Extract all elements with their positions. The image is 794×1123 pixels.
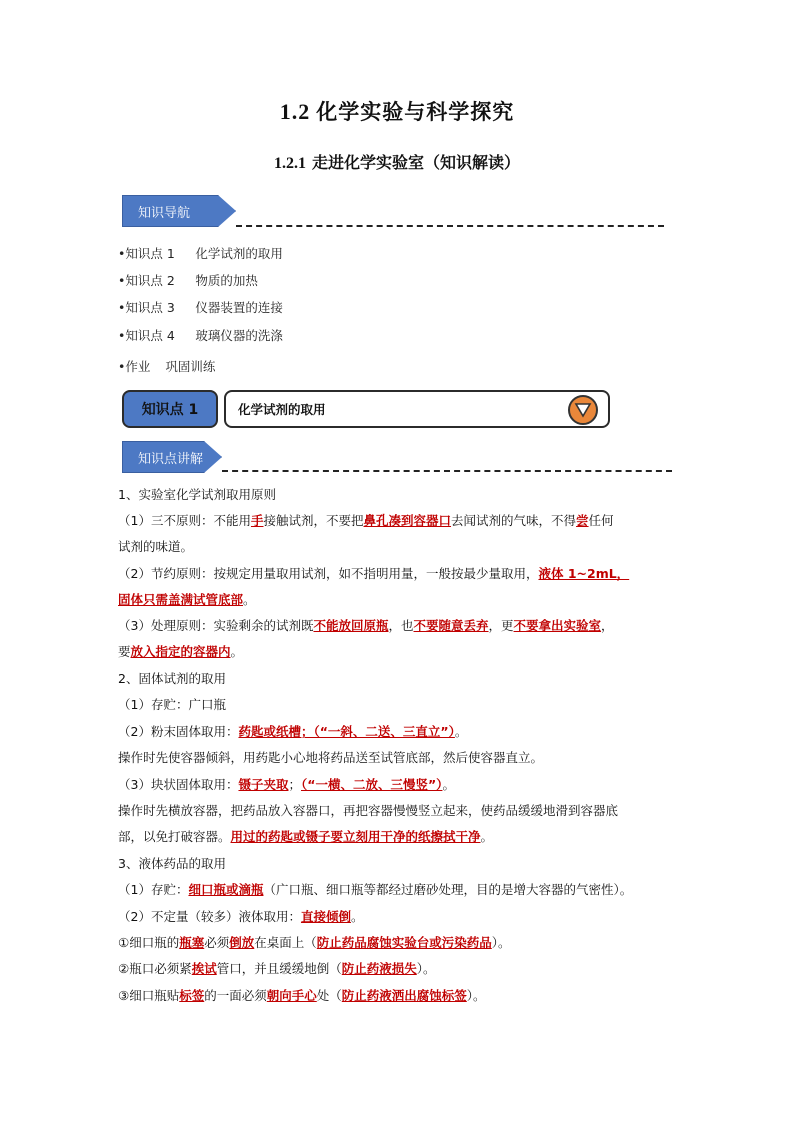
highlighted-text: 鼻孔凑到容器口 (363, 513, 452, 528)
content-line (118, 851, 226, 877)
body-text: （2）不定量（较多）液体取用： (118, 909, 301, 924)
body-text: 3、液体药品的取用 (118, 856, 226, 871)
highlighted-text: （“一横、二放、三慢竖”） (301, 777, 443, 792)
subtitle-number: 1.2.1 (273, 155, 306, 172)
highlighted-text: 手 (250, 513, 264, 528)
body-text: （1）三不原则：不能用 (118, 513, 251, 528)
body-text: 。 (350, 909, 364, 924)
knowledge-point-header (122, 390, 610, 428)
title-text: 化学实验与科学探究 (316, 100, 515, 124)
kp-label: 知识点 1 (141, 402, 199, 418)
highlighted-text: 标签 (179, 988, 205, 1003)
highlighted-text: 不要拿出实验室 (513, 618, 602, 633)
highlighted-text: 倒放 (229, 935, 255, 950)
highlighted-text: 尝 (576, 513, 589, 528)
highlighted-text: 液体 1~2mL， (538, 566, 630, 581)
highlighted-text: 固体只需盖满试管底部 (118, 592, 244, 607)
content-line (118, 798, 618, 824)
toc-item: •知识点 4 玻璃仪器的洗涤 (118, 328, 283, 343)
toc-item-label: 化学试剂的取用 (195, 246, 283, 261)
toc-item-number: 知识点 1 (125, 246, 175, 261)
toc-item: •作业 巩固训练 (118, 359, 216, 374)
body-text: （2）节约原则：按规定用量取用试剂，如不指明用量，一般按最少量取用， (118, 566, 539, 581)
content-line (118, 666, 226, 692)
body-text: 去闻试剂的气味，不得 (451, 513, 577, 528)
content-line (118, 904, 364, 930)
content-line (118, 877, 632, 903)
chevron-down-icon[interactable] (568, 395, 598, 425)
page-title (0, 96, 794, 126)
body-text: ， (601, 618, 614, 633)
highlighted-text: 朝向手心 (266, 988, 317, 1003)
highlighted-text: 不能放回原瓶 (313, 618, 389, 633)
content-line (118, 930, 511, 956)
body-text: 接触试剂，不要把 (263, 513, 364, 528)
content-line (118, 587, 256, 613)
body-text: （1）存贮：广口瓶 (118, 697, 226, 712)
content-line (118, 745, 543, 771)
content-line (118, 613, 614, 639)
toc-item: •知识点 3 仪器装置的连接 (118, 300, 283, 315)
page-subtitle (0, 150, 794, 173)
toc-item-number: 知识点 2 (125, 273, 175, 288)
kp-title-box (224, 390, 610, 428)
highlighted-text: 挨试 (191, 961, 217, 976)
body-text: ，更 (488, 618, 514, 633)
body-text: ③细口瓶贴 (118, 988, 180, 1003)
body-text: 。 (230, 644, 244, 659)
content-line (118, 956, 436, 982)
content-line (118, 561, 629, 587)
highlighted-text: 药匙或纸槽；（“一斜、二送、三直立”） (238, 724, 455, 739)
highlighted-text: 用过的药匙或镊子要立刻用干净的纸擦拭干净 (230, 829, 481, 844)
content-line (118, 639, 243, 665)
content-line (118, 508, 614, 534)
body-text: （广口瓶、细口瓶等都经过磨砂处理，目的是增大容器的气密性）。 (263, 882, 633, 897)
highlighted-text: 防止药液洒出腐蚀标签 (341, 988, 467, 1003)
lecture-divider (222, 470, 672, 472)
body-text: 的一面必须 (204, 988, 267, 1003)
highlighted-text: 不要随意丢弃 (413, 618, 489, 633)
toc-item-label: 巩固训练 (165, 359, 216, 374)
body-text: 。 (442, 777, 455, 792)
body-text: 。 (454, 724, 468, 739)
body-text: （3）处理原则：实验剩余的试剂既 (118, 618, 314, 633)
body-text: 。 (480, 829, 494, 844)
body-text: 1、实验室化学试剂取用原则 (118, 487, 276, 502)
body-text: ）。 (491, 935, 511, 950)
body-text: 。 (243, 592, 256, 607)
highlighted-text: 放入指定的容器内 (130, 644, 231, 659)
kp-label-box (122, 390, 218, 428)
toc-item-number: 知识点 4 (125, 328, 175, 343)
body-text: 必须 (204, 935, 230, 950)
toc-item-number: 知识点 3 (125, 300, 175, 315)
body-text: 操作时先使容器倾斜，用药匙小心地将药品送至试管底部，然后使容器直立。 (118, 750, 544, 765)
body-text: （1）存贮： (118, 882, 189, 897)
body-text: 2、固体试剂的取用 (118, 671, 226, 686)
title-number: 1.2 (279, 99, 311, 124)
toc-item-number: 作业 (125, 359, 151, 374)
body-text: ，也 (388, 618, 414, 633)
content-line (118, 482, 276, 508)
body-text: 试剂的味道。 (118, 539, 194, 554)
subtitle-text: 走进化学实验室（知识解读） (311, 153, 520, 172)
toc-item: •知识点 1 化学试剂的取用 (118, 246, 283, 261)
body-text: ）。 (466, 988, 486, 1003)
nav-tag (122, 195, 236, 227)
body-text: （2）粉末固体取用： (118, 724, 239, 739)
body-text: 任何 (588, 513, 614, 528)
body-text: ②瓶口必须紧 (118, 961, 192, 976)
lecture-tag-label: 知识点讲解 (138, 451, 204, 467)
content-line (118, 772, 455, 798)
toc-item: •知识点 2 物质的加热 (118, 273, 258, 288)
body-text: 部，以免打破容器。 (118, 829, 231, 844)
body-text: ①细口瓶的 (118, 935, 180, 950)
highlighted-text: 防止药液损失 (341, 961, 417, 976)
content-line (118, 824, 493, 850)
content-line (118, 983, 486, 1009)
content-line (118, 692, 226, 718)
highlighted-text: 瓶塞 (179, 935, 205, 950)
highlighted-text: 防止药品腐蚀实验台或污染药品 (316, 935, 492, 950)
highlighted-text: 细口瓶或滴瓶 (188, 882, 264, 897)
body-text: ）。 (416, 961, 436, 976)
kp-title: 化学试剂的取用 (238, 402, 326, 417)
body-text: 在桌面上（ (254, 935, 317, 950)
content-line (118, 719, 467, 745)
highlighted-text: 直接倾倒 (300, 909, 351, 924)
highlighted-text: 镊子夹取 (238, 777, 289, 792)
body-text: （3）块状固体取用： (118, 777, 239, 792)
content-line (118, 534, 193, 560)
toc-item-label: 玻璃仪器的洗涤 (195, 328, 283, 343)
body-text: 操作时先横放容器，把药品放入容器口，再把容器慢慢竖立起来，使药品缓缓地滑到容器底 (118, 803, 619, 818)
body-text: ； (288, 777, 301, 792)
nav-divider (236, 225, 664, 227)
nav-tag-label: 知识导航 (138, 205, 191, 221)
body-text: 管口，并且缓缓地倒（ (216, 961, 342, 976)
body-text: 处（ (316, 988, 342, 1003)
lecture-tag (122, 441, 222, 473)
toc-item-label: 物质的加热 (195, 273, 258, 288)
body-text: 要 (118, 644, 131, 659)
toc-item-label: 仪器装置的连接 (195, 300, 283, 315)
